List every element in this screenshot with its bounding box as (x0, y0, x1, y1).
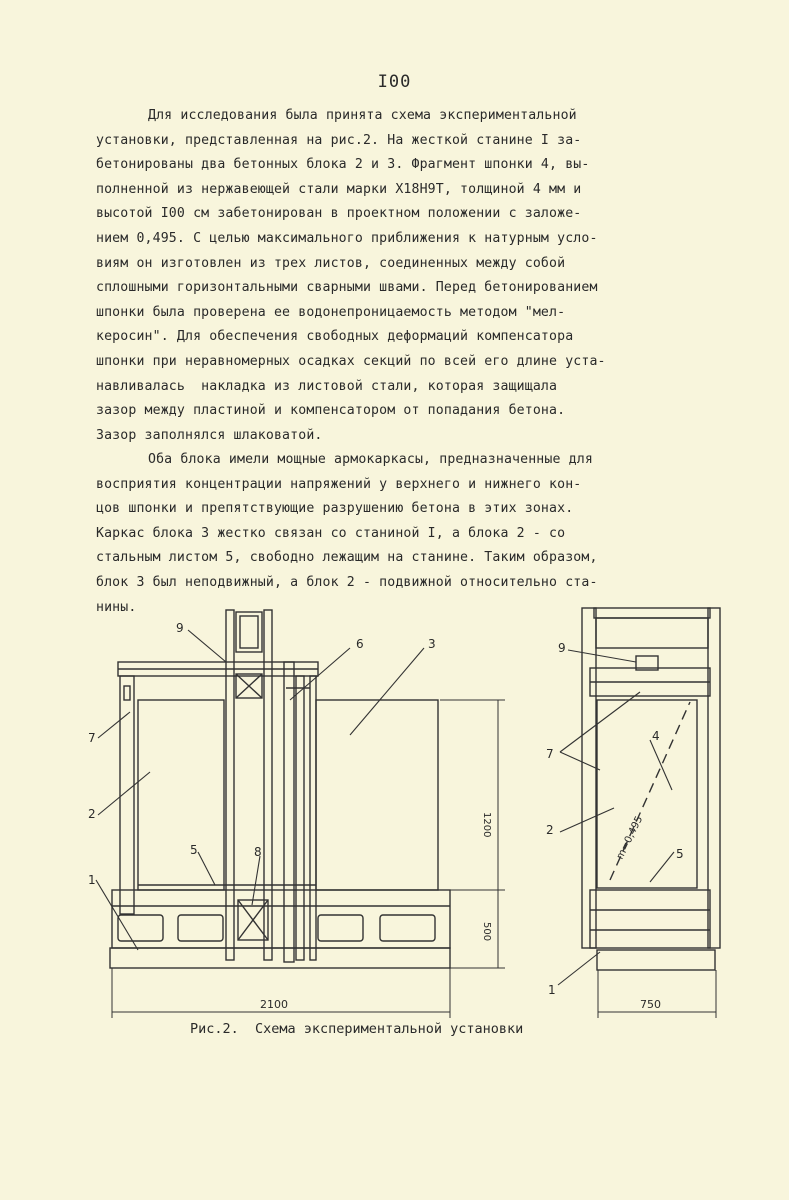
page-number: I00 (377, 72, 412, 92)
text-line: Для исследования была принята схема экспериментальной (148, 108, 577, 123)
side-label-7: 7 (546, 747, 554, 761)
label-9: 9 (176, 621, 184, 635)
text-line: шпонки при неравномерных осадках секций по всей его длине уста- (96, 353, 606, 369)
text-line: блок 3 был неподвижный, а блок 2 - подвижной относительно ста- (96, 574, 598, 590)
base-frame (110, 948, 450, 968)
label-8: 8 (254, 845, 262, 859)
dim-2100: 2100 (260, 998, 288, 1011)
side-label-4: 4 (652, 729, 660, 743)
text-line: сплошными горизонтальными сварными швами. Перед бетонированием (96, 280, 598, 296)
text-line: полненной из нержавеющей стали марки Х18Н9Т, толщиной 4 мм и (96, 181, 582, 197)
dim-750: 750 (640, 998, 661, 1011)
front-view-drawing (110, 610, 450, 968)
text-line: установки, представленная на рис.2. На жесткой станине I за- (96, 132, 582, 148)
side-label-5: 5 (676, 847, 684, 861)
text-line: Оба блока имели мощные армокаркасы, предназначенные для (148, 452, 593, 467)
side-label-2: 2 (546, 823, 554, 837)
figure-caption: Рис.2. Схема экспериментальной установки (190, 1021, 524, 1037)
text-line: навливалась накладка из листовой стали, которая защищала (96, 378, 558, 394)
label-6: 6 (356, 637, 364, 651)
dim-500: 500 (481, 922, 492, 942)
text-line: керосин". Для обеспечения свободных деформаций компенсатора (96, 329, 574, 345)
side-label-1: 1 (548, 983, 556, 997)
label-5: 5 (190, 843, 198, 857)
dim-1200: 1200 (481, 812, 492, 838)
label-3: 3 (428, 637, 436, 651)
slope-label: m=0,495 (614, 814, 646, 862)
text-line: виям он изготовлен из трех листов, соединенных между собой (96, 255, 566, 271)
text-line: стальным листом 5, свободно лежащим на станине. Таким образом, (96, 550, 598, 566)
label-2: 2 (88, 807, 96, 821)
side-view-drawing (582, 608, 720, 970)
label-7: 7 (88, 731, 96, 745)
text-line: цов шпонки и препятствующие разрушению бетона в этих зонах. (96, 501, 574, 517)
text-line: бетонированы два бетонных блока 2 и 3. Фрагмент шпонки 4, вы- (96, 157, 590, 173)
concrete-block-2 (138, 700, 224, 890)
text-line: зазор между пластиной и компенсатором от попадания бетона. (96, 403, 566, 419)
text-line: высотой I00 см забетонирован в проектном положении с заложе- (96, 206, 582, 222)
text-line: нием 0,495. С целью максимального приближения к натурным усло- (96, 230, 598, 246)
text-line: восприятия концентрации напряжений у верхнего и нижнего кон- (96, 476, 582, 492)
text-line: Зазор заполнялся шлаковатой. (96, 427, 323, 443)
side-base-frame (597, 950, 715, 970)
text-line: нины. (96, 599, 137, 615)
text-line: Каркас блока 3 жестко связан со станиной I, а блока 2 - со (96, 525, 566, 541)
text-line: шпонки была проверена ее водонепроницаемость методом "мел- (96, 304, 566, 320)
side-label-9: 9 (558, 641, 566, 655)
concrete-block-3 (316, 700, 438, 890)
label-1: 1 (88, 873, 96, 887)
